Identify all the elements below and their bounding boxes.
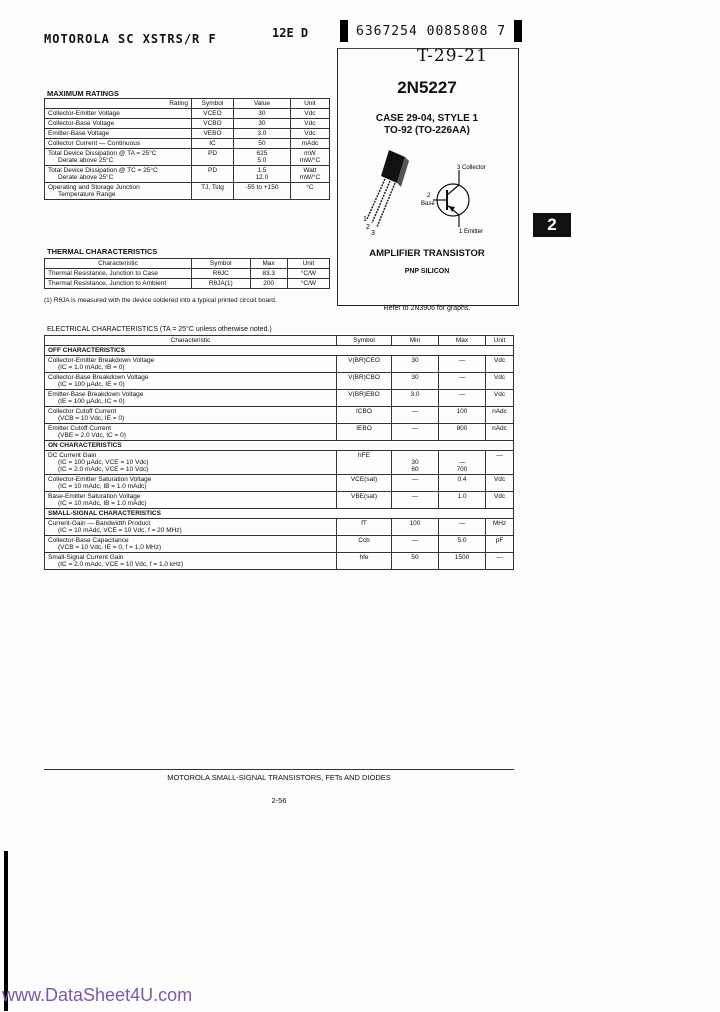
to92-package-icon [367, 150, 409, 227]
table-row: Collector Current — Continuous IC 50 mAdc [45, 139, 330, 149]
table-row: Current-Gain — Bandwidth Product (IC = 10 mAdc, VCE = 10 Vdc, f = 20 MHz) fT 100 — MHz [45, 519, 514, 536]
table-row: Base-Emitter Saturation Voltage (IC = 10 mAdc, IB = 1.0 mAdc) VBE(sat) — 1.0 Vdc [45, 492, 514, 509]
electrical-title: ELECTRICAL CHARACTERISTICS (TA = 25°C unless otherwise noted.) [47, 326, 272, 333]
small-signal-title: SMALL-SIGNAL CHARACTERISTICS [45, 509, 514, 519]
col-rating: Rating [45, 99, 192, 109]
svg-text:2: 2 [366, 224, 370, 231]
col-symbol: Symbol [192, 99, 234, 109]
on-characteristics-title: ON CHARACTERISTICS [45, 441, 514, 451]
table-row: Small-Signal Current Gain (IC = 2.0 mAdc, VCE = 10 Vdc, f = 1.0 kHz) hfe 50 1500 — [45, 553, 514, 570]
handwritten-note: T-29-21 [417, 46, 488, 66]
svg-text:1: 1 [363, 216, 367, 223]
device-type: AMPLIFIER TRANSISTOR [369, 248, 485, 259]
thermal-title: THERMAL CHARACTERISTICS [47, 247, 158, 256]
part-number: 2N5227 [397, 78, 457, 97]
refer-note: Refer to 2N3906 for graphs. [383, 305, 471, 312]
max-ratings-table [44, 98, 330, 200]
table-row: Thermal Resistance, Junction to Case RθJC 83.3 °C/W [45, 269, 330, 279]
device-polarity: PNP SILICON [404, 268, 450, 275]
table-row: Total Device Dissipation @ TA = 25°C Derate above 25°C PD 625 5.0 mW mW/°C [45, 149, 330, 166]
watermark-link[interactable]: www.DataSheet4U.com [2, 985, 193, 1005]
table-row: Total Device Dissipation @ TC = 25°C Derate above 25°C PD 1.5 12.0 Watt mW/°C [45, 166, 330, 183]
thermal-footnote: (1) RθJA is measured with the device soldered into a typical printed circuit board. [44, 297, 277, 304]
header-code [340, 20, 522, 42]
package-and-symbol-icon [355, 145, 505, 235]
code-bar-right [514, 20, 522, 42]
table-row: Collector Cutoff Current (VCB = 10 Vdc, IE = 0) ICBO — 100 nAdc [45, 407, 514, 424]
page-number: 2-56 [271, 796, 287, 805]
header-mid: 12E D [272, 26, 309, 40]
section-tab-icon: 2 [533, 213, 571, 237]
code-bar-left [340, 20, 348, 42]
max-ratings-title: MAXIMUM RATINGS [47, 89, 119, 98]
table-row: Emitter-Base Voltage VEBO 3.0 Vdc [45, 129, 330, 139]
case-line1: CASE 29-04, STYLE 1 [375, 113, 479, 124]
table-row: Collector-Base Capacitance (VCB = 10 Vdc, IE = 0, f = 1.0 MHz) Ccb — 5.0 pF [45, 536, 514, 553]
table-row: Collector-Emitter Voltage VCEO 30 Vdc [45, 109, 330, 119]
col-unit: Unit [290, 99, 329, 109]
footer-title: MOTOROLA SMALL-SIGNAL TRANSISTORS, FETs AND DIODES [167, 773, 391, 782]
case-line2: TO-92 (TO-226AA) [384, 125, 470, 136]
svg-text:Base: Base [421, 201, 435, 207]
svg-text:1 Emitter: 1 Emitter [459, 229, 484, 235]
table-row: Collector-Base Breakdown Voltage (IC = 100 µAdc, IE = 0) V(BR)CBO 30 — Vdc [45, 373, 514, 390]
svg-text:3: 3 [371, 230, 375, 235]
pnp-symbol-icon [433, 170, 469, 227]
table-row: Operating and Storage Junction Temperature Range TJ, Tstg -55 to +150 °C [45, 183, 330, 200]
table-row: Collector-Emitter Saturation Voltage (IC = 10 mAdc, IB = 1.0 mAdc) VCE(sat) — 0.4 Vdc [45, 475, 514, 492]
table-row: Emitter-Base Breakdown Voltage (IE = 100 µAdc, IC = 0) V(BR)EBO 3.0 — Vdc [45, 390, 514, 407]
footer-divider [44, 769, 514, 770]
table-row: Emitter Cutoff Current (VBE = 2.0 Vdc, IC = 0) IEBO — 800 nAdc [45, 424, 514, 441]
header-left: MOTOROLA SC XSTRS/R F [44, 32, 217, 46]
col-value: Value [234, 99, 291, 109]
table-row: Collector-Emitter Breakdown Voltage (IC = 1.0 mAdc, IB = 0) V(BR)CEO 30 — Vdc [45, 356, 514, 373]
electrical-table: Characteristic Symbol Min Max Unit OFF CHARACTERISTICS Collector-Emitter Breakdown Voltage (IC = 1.0 mAdc, IB = 0) V(BR)CEO 30 — Vdc Collector-Base Breakdown Voltage (IC = 100 µAdc, IE = 0) V(BR)CBO 30 — Vdc Emitter-Base Breakdown Voltage (IE = 100 µAdc, IC = 0) V(BR)EBO 3.0 — Vdc Collector Cutoff Current (VCB = 10 Vdc, IE = 0) ICBO — 100 nAdc Emitter Cutoff Current (VBE = 2.0 Vdc, IC = 0) IEBO — 800 nAdc ON CHARACTERISTICS DC Current Gain (IC = 100 µAdc, VCE = 10 Vdc) (IC = 2.0 mAdc, VCE = 10 Vdc) hFE 30 60 — 700 — Collector-Emitter Saturation Voltage (IC = 10 mAdc, IB = 1.0 mAdc) VCE(sat) — 0.4 Vdc Base-Emitter Saturation Voltage (IC = 10 mAdc, IB = 1.0 mAdc) VBE(sat) — 1.0 Vdc SMALL-SIGNAL CHARACTERISTICS Current-Gain — Bandwidth Product (IC = 10 mAdc, VCE = 10 Vdc, f = 20 MHz) fT 100 — MHz Collector-Base Capacitance (VCB = 10 Vdc, IE = 0, f = 1.0 MHz) Ccb — 5.0 pF Small-Signal Current Gain (IC = 2.0 mAdc, VCE = 10 Vdc, f = 1.0 kHz) hfe 50 1500 — [44, 335, 514, 570]
header-code-text: 6367254 0085808 7 [356, 23, 507, 39]
table-row: DC Current Gain (IC = 100 µAdc, VCE = 10 Vdc) (IC = 2.0 mAdc, VCE = 10 Vdc) hFE 30 60 — 700 — [45, 451, 514, 475]
thermal-table: Characteristic Symbol Max Unit Thermal Resistance, Junction to Case RθJC 83.3 °C/W Thermal Resistance, Junction to Ambient RθJA(1) 200 °C/W [44, 258, 330, 289]
table-row: Collector-Base Voltage VCBO 30 Vdc [45, 119, 330, 129]
off-characteristics-title: OFF CHARACTERISTICS [45, 346, 514, 356]
svg-text:2: 2 [427, 193, 431, 199]
svg-text:3 Collector: 3 Collector [457, 165, 486, 171]
table-row: Thermal Resistance, Junction to Ambient RθJA(1) 200 °C/W [45, 279, 330, 289]
